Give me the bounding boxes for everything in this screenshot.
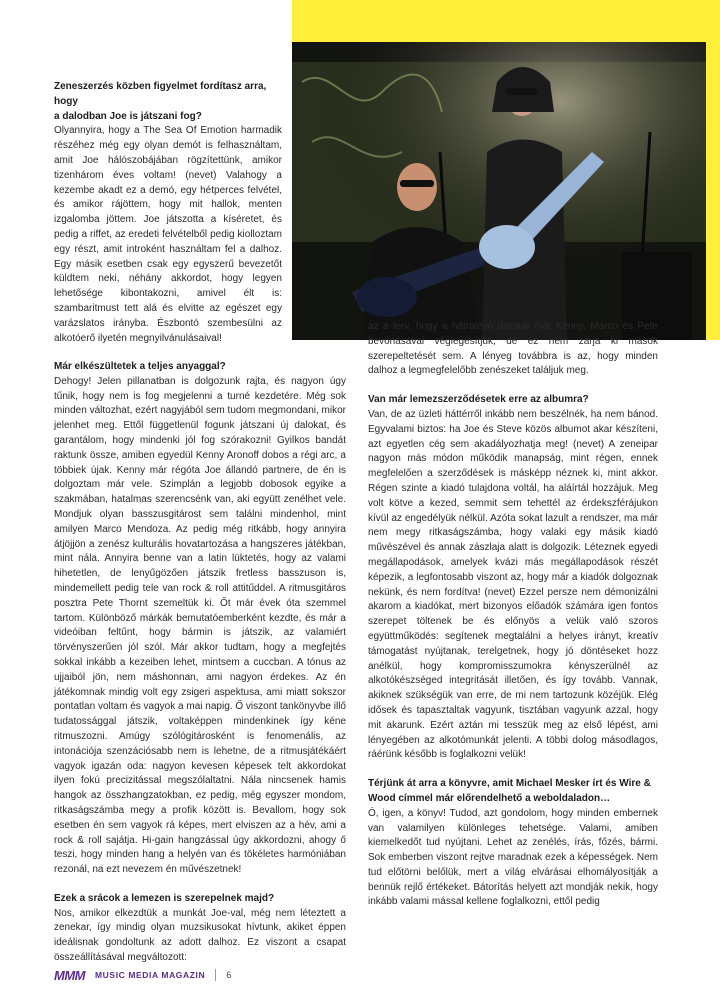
spacer bbox=[54, 878, 346, 892]
answer-2: Nos, amikor elkezdtük a munkát Joe-val, még nem léteztett a zenekar, így mindig olyan muzsikusokat hívtunk, akiket éppen ideálisnak gondoltunk az adott dalhoz. Ez viszont a csapat összeállításával megváltozott: bbox=[54, 907, 346, 964]
intro-answer: Olyannyira, hogy a The Sea Of Emotion harmadik részéhez még egy olyan demót is felhasználtam, amit Joe hálószobájában rögzítettünk, amikor tizenhárom éves voltam! (nevet) Valahogy a kezembe akadt ez a demó, egy hétperces felvétel, és amikor rájöttem, hogy mit hallok, menten izgalomba jöttem. Joe játszotta a kíséretet, és pedig a riffet, az eredeti felvételből pedig kiolloztam egy részt, amit introként használtam fel a dalhoz. Egy másik esetben csak egy egyszerű bevezetőt küldtem neki, néhány akkordot, hogy legyen lehetősége kibontakozni, amivel élt is: szambaritmust tett alá és elvitte az egészet egy varázslatos irányba. Észbontó szembesülni az alkotóerő ilyetén megnyilvánulásaival! bbox=[54, 125, 282, 344]
footer-divider bbox=[215, 969, 216, 981]
intro-question: Zeneszerzés közben figyelmet fordítasz arra, hogy a dalodban Joe is játszani fog? bbox=[54, 81, 267, 122]
intro-block bbox=[54, 80, 282, 346]
right-column bbox=[368, 320, 658, 910]
spacer bbox=[368, 379, 658, 393]
answer-3: Van, de az üzleti háttérről inkább nem beszélnék, ha nem bánod. Egyvalami biztos: ha Joe és Steve közös albumot akar készíteni, azt egyetlen cég sem akadályozhatja meg! (nevet) A zeneipar nagyon más módon működik manapság, mint régen, ennek megfelelően a szerződések is másképp néznek ki, mint akkor. Régen szinte a kiadó tulajdona voltál, ha aláírtál hozzájuk. Meg volt kötve a kezed, semmit sem tehettél az érdekszférájukon kívül az engedélyük nélkül. Azóta sokat lazult a rendszer, ma már nem megy ritkaságszámba, hogy valaki egy másik kiadó művészével és annak zászlaja alatt is dolgozik. Léteznek egyedi megállapodások, amelyek kvázi más megállapodások részét képezik, a legfontosabb viszont az, hogy már a kiadók dolgoznak nekünk, és nem fordítva! (nevet) Ezzel persze nem démonizálni akarom a kiadókat, mert bizonyos előadók számára igen fontos szerepet töltenek be és előnyös a velük való szoros együttműködés: segítenek megtalálni a helyes irányt, kreatív támogatást nyújtanak, terelgetnek, hogy jó döntéseket hozz anélkül, hogy kompromisszumokra kényszerülnél az alkotókészséged integritását illetően, és így tovább. Vannak, akiknek szükségük van erre, de mi nem tartozunk közéjük. Elég idősek és tapasztaltak vagyunk, tisztában vagyunk azzal, hogy mit akarunk. Ezért aztán mi tesszük meg az első lépést, ami lényegében az alkotómunkát jelenti. A többi dolog másodlagos, ráérünk később is foglalkozni velük! bbox=[368, 408, 658, 761]
question-3: Van már lemezszerződésetek erre az albumra? bbox=[368, 394, 589, 406]
page-number: 6 bbox=[226, 970, 232, 980]
answer-2-continued: az a terv, hogy a hátralévő dalokat már Kenny, Marco és Pete bevonásával véglegesítjük, de ez nem zárja ki mások szerepeltetését sem. A lényeg továbbra is az, hogy minden dalhoz a legmegfelelőbb zenészeket találjuk meg. bbox=[368, 321, 658, 377]
magazine-logo: MMM bbox=[54, 967, 85, 983]
magazine-name: MUSIC MEDIA MAGAZIN bbox=[95, 970, 206, 980]
question-4: Térjünk át arra a könyvre, amit Michael Mesker írt és Wire & Wood címmel már előrendelhető a weboldaladon… bbox=[368, 778, 651, 804]
question-2: Ezek a srácok a lemezen is szerepelnek majd? bbox=[54, 892, 275, 904]
yellow-accent-side bbox=[706, 42, 720, 340]
answer-4: Ó, igen, a könyv! Tudod, azt gondolom, hogy minden embernek van valamilyen különleges tehetsége. Valami, amiben kiemelkedőt tud nyújtani. Lehet az zenélés, írás, főzés, bármi. Sok emberben viszont rejtve maradnak ezek a képességek. Nem tud előtörni belőlük, mert a világ elvárásai elhomályosítják a bennük rejlő értékeket. Bátorítás helyett azt mondják nekik, hogy inkább valami mással kellene foglalkozni, ettől pedig bbox=[368, 807, 658, 908]
yellow-accent-bar bbox=[292, 0, 720, 42]
concert-photo bbox=[292, 42, 706, 340]
question-1: Már elkészültetek a teljes anyaggal? bbox=[54, 361, 226, 372]
page-footer bbox=[54, 966, 231, 984]
photo-illustration bbox=[292, 42, 706, 340]
left-column bbox=[54, 360, 346, 966]
spacer bbox=[368, 763, 658, 777]
answer-1: Dehogy! Jelen pillanatban is dolgozunk rajta, és nagyon úgy tűnik, hogy nem is fog megjelenni a turné kezdetére. Még sok minden változhat, ezért nagyjából sem tudom megmondani, mikor jelenhet meg. Ettől függetlenül fogunk játszani új dalokat, és garantálom, hogy mindenki jól fog szórakozni! Gyilkos bandát raktunk össze, amiben egyedül Kenny Aronoff dobos a régi arc, a többiek újak. Kenny már régóta Joe állandó partnere, de én is dolgoztam már vele. Szimplán a legjobb dobosok egyike a szakmában, hatalmas szerencsénk van, aki együtt zenélhet vele. Mondjuk olyan basszusgitárost sem találni mindenhol, mint amilyen Marco Mendoza. Az pedig még ritkább, hogy annyira átjöjjön a zenész kulturális hovatartozása a hangszeres játékban, mint nála. Annyira benne van a latin lüktetés, hogy az valami hihetetlen, de lenyűgözően játszik fretless basszuson is, mindemellett pedig tele van rock & roll attitűddel. A ritmusgitáros posztra Pete Thornt szemeltük ki. Őt már évek óta szemmel tartom. Különböző márkák bemutatóemberként kezdte, és már a videóiban feltűnt, hogy bármin is játszik, az valamiért törvényszerűen jól szól. Már akkor tudtam, hogy a megfejtés sokkal inkább a kezeiben lehet, mintsem a cuccban. A tónus az ujjaiból jön, nem máshonnan, ami nagyon érdekes. Az én játékomnak mindig volt egy zsigeri aspektusa, ami miatt sokszor pontatlan voltam és vagyok a mai napig. Ő viszont tankönyvbe illő tudatossággal játszik, voltaképpen mindenkinek így kéne ritmuszozni. Amúgy szólógitárosként is fenomenális, az intonációja szenzációsabb nem is lehetne, de a ritmusjátékáért vagyok igazán oda: nagyon kevesen képesek telt akkordokat ilyen fokú precizitással megszólaltatni. Nála nincsenek hamis hangok az összhangzatokban, ez pedig, még egyszer mondom, ritkaságszámba megy a profik között is. Bevallom, hogy sok esetben én sem vagyok rá képes, mert elviszen az a hév, ami a rock & roll sajátja. Hi-gain hangzással úgy akkordozni, ahogy ő teszi, hogy minden hang a helyén van és tökéletes harmóniában rezonál, na ezt nevezem én művészetnek! bbox=[54, 375, 346, 876]
